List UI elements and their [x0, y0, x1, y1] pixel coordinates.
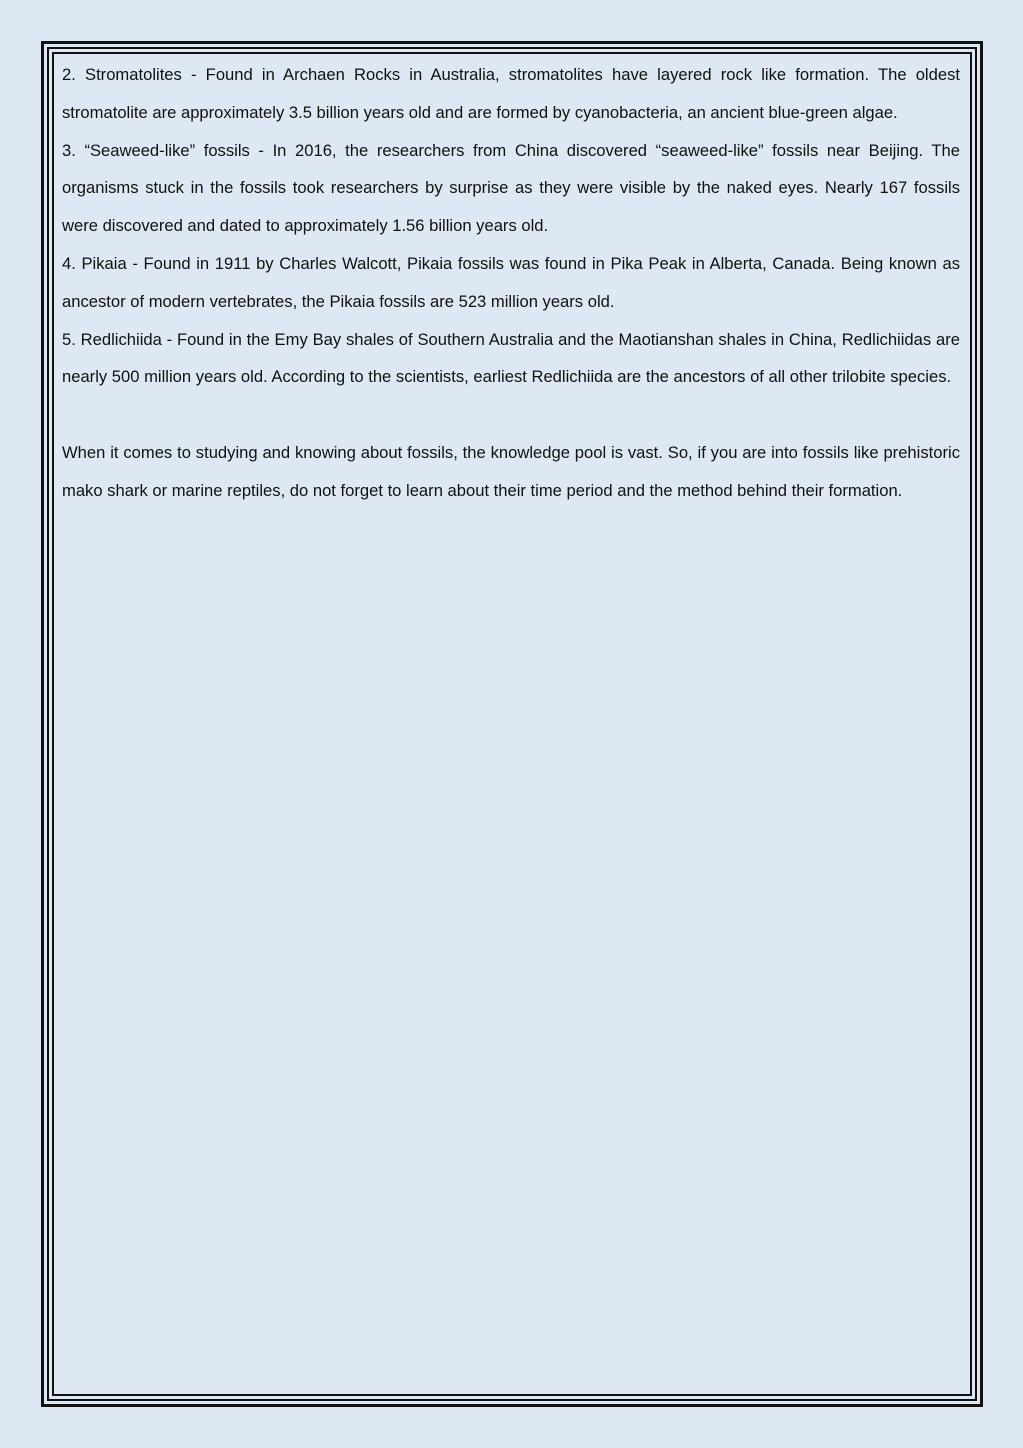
paragraph-seaweed-like-fossils: 3. “Seaweed-like” fossils - In 2016, the researchers from China discovered “seaweed-like” fossils near Beijing. The organisms stuck in the fossils took researchers by surprise as they were visible by the naked eyes. Nearly 167 fossils were discovered and dated to approximately 1.56 billion years old.: [62, 140, 960, 236]
paragraph-redlichiida: 5. Redlichiida - Found in the Emy Bay shales of Southern Australia and the Maotianshan shales in China, Redlichiidas are nearly 500 million years old. According to the scientists, earliest Redlichiida are the ancestors of all other trilobite species.: [62, 329, 960, 387]
paragraph-pikaia: 4. Pikaia - Found in 1911 by Charles Walcott, Pikaia fossils was found in Pika Peak in Alberta, Canada. Being known as ancestor of modern vertebrates, the Pikaia fossils are 523 million years old.: [62, 253, 960, 311]
document-body: [62, 56, 960, 510]
paragraph-closing: When it comes to studying and knowing about fossils, the knowledge pool is vast. So, if you are into fossils like prehistoric mako shark or marine reptiles, do not forget to learn about their time period and the method behind their formation.: [62, 442, 960, 500]
paragraph-spacer: [62, 396, 960, 434]
paragraph-stromatolites: 2. Stromatolites - Found in Archaen Rocks in Australia, stromatolites have layered rock like formation. The oldest stromatolite are approximately 3.5 billion years old and are formed by cyanobacteria, an ancient blue-green algae.: [62, 65, 960, 122]
